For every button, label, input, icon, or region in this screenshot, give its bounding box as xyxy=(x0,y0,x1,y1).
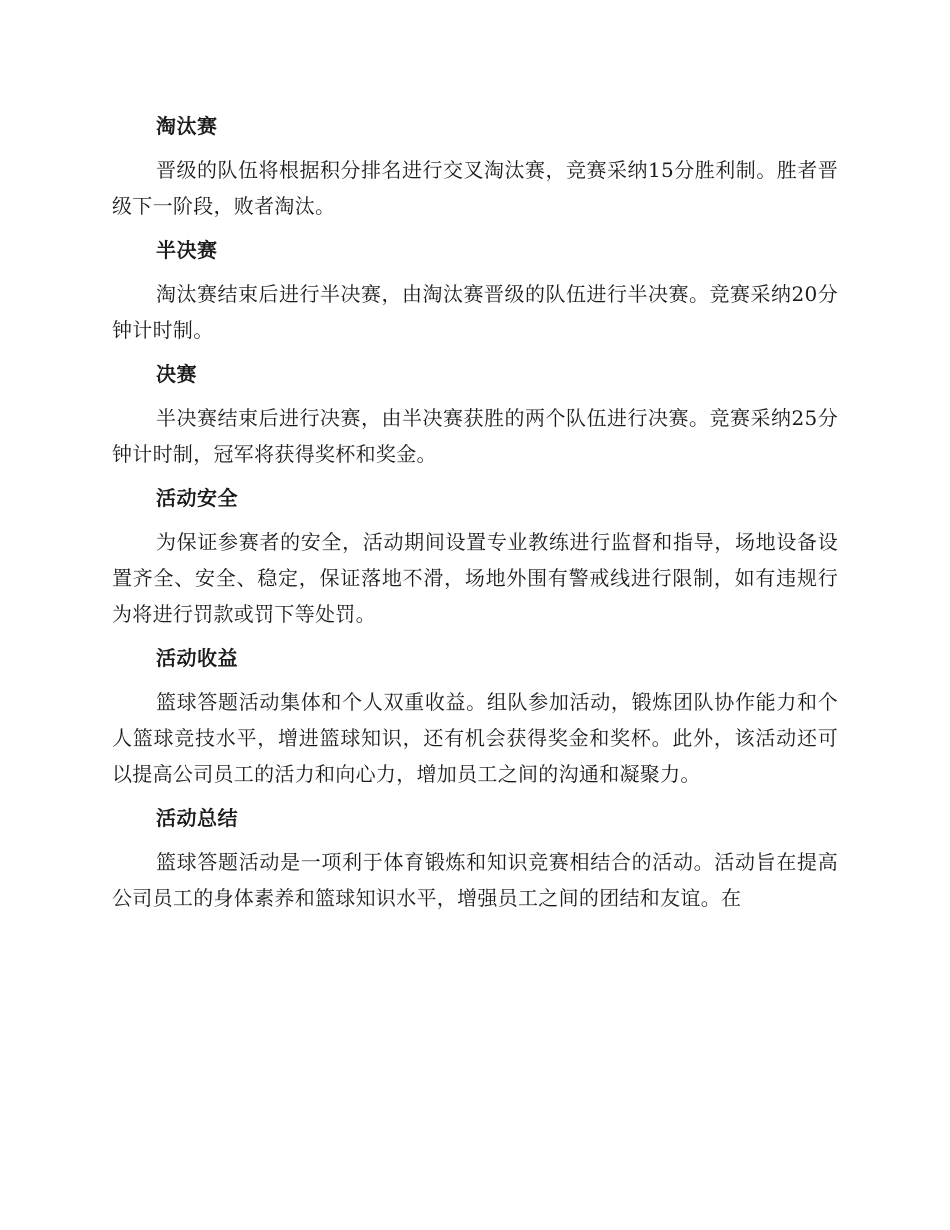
section-paragraph-knockout: 晋级的队伍将根据积分排名进行交叉淘汰赛，竞赛采纳15分胜利制。胜者晋级下一阶段，败者淘汰。 xyxy=(112,158,838,218)
section-heading-summary: 活动总结 xyxy=(156,806,238,830)
section-heading-knockout: 淘汰赛 xyxy=(156,114,218,138)
section-paragraph-benefits: 篮球答题活动集体和个人双重收益。组队参加活动，锻炼团队协作能力和个人篮球竞技水平，增进篮球知识，还有机会获得奖金和奖杯。此外，该活动还可以提高公司员工的活力和向心力，增加员工之间的沟通和凝聚力。 xyxy=(112,690,838,786)
section-heading-final: 决赛 xyxy=(156,362,197,386)
section-paragraph-summary: 篮球答题活动是一项利于体育锻炼和知识竞赛相结合的活动。活动旨在提高公司员工的身体素养和篮球知识水平，增强员工之间的团结和友谊。在 xyxy=(112,850,838,910)
document-body xyxy=(112,108,838,924)
section-paragraph-semifinal: 淘汰赛结束后进行半决赛，由淘汰赛晋级的队伍进行半决赛。竞赛采纳20分钟计时制。 xyxy=(112,282,838,342)
section-heading-benefits: 活动收益 xyxy=(156,646,238,670)
section-paragraph-final: 半决赛结束后进行决赛，由半决赛获胜的两个队伍进行决赛。竞赛采纳25分钟计时制，冠军将获得奖杯和奖金。 xyxy=(112,406,838,466)
section-paragraph-safety: 为保证参赛者的安全，活动期间设置专业教练进行监督和指导，场地设备设置齐全、安全、稳定，保证落地不滑，场地外围有警戒线进行限制，如有违规行为将进行罚款或罚下等处罚。 xyxy=(112,530,838,626)
section-heading-safety: 活动安全 xyxy=(156,486,238,510)
section-heading-semifinal: 半决赛 xyxy=(156,238,218,262)
